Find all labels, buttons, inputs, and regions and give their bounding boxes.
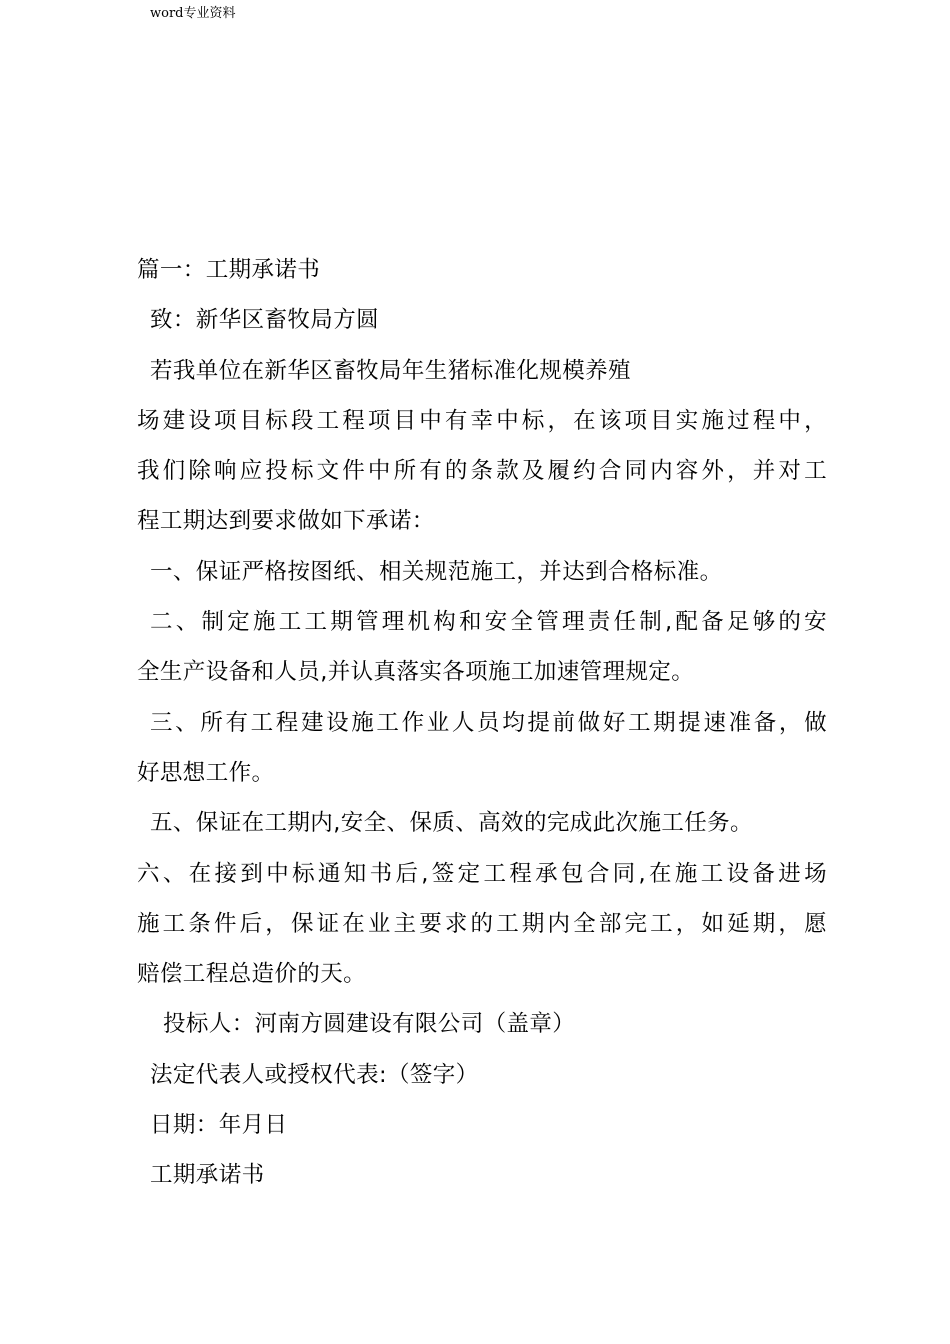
commitment-6-line-1: 六、在接到中标通知书后,签定工程承包合同,在施工设备进场 [137,860,827,887]
bidder-line: 投标人：河南方圆建设有限公司（盖章） [163,1011,576,1038]
next-section-title: 工期承诺书 [150,1162,265,1189]
addressee-line: 致：新华区畜牧局方圆 [150,307,380,334]
commitment-3-line-1: 三、所有工程建设施工作业人员均提前做好工期提速准备，做 [150,709,827,736]
document-body [137,245,827,1201]
commitment-6-line-3: 赔偿工程总造价的天。 [137,961,367,988]
header-watermark: word专业资料 [150,6,236,21]
commitment-6-line-2: 施工条件后，保证在业主要求的工期内全部完工，如延期，愿 [137,910,827,937]
commitment-3-line-2: 好思想工作。 [137,759,275,786]
intro-line-2: 场建设项目标段工程项目中有幸中标，在该项目实施过程中， [137,407,827,434]
commitment-5: 五、保证在工期内,安全、保质、高效的完成此次施工任务。 [150,810,753,837]
intro-line-1: 若我单位在新华区畜牧局年生猪标准化规模养殖 [150,357,631,384]
date-line: 日期：年月日 [150,1112,288,1139]
intro-line-3: 我们除响应投标文件中所有的条款及履约合同内容外，并对工 [137,458,827,485]
commitment-1: 一、保证严格按图纸、相关规范施工，并达到合格标准。 [150,558,723,585]
commitment-2-line-1: 二、制定施工工期管理机构和安全管理责任制,配备足够的安 [150,609,827,636]
intro-line-4: 程工期达到要求做如下承诺： [137,508,435,535]
representative-line: 法定代表人或授权代表:（签字） [150,1061,479,1088]
doc-title: 篇一：工期承诺书 [137,257,321,283]
commitment-2-line-2: 全生产设备和人员,并认真落实各项施工加速管理规定。 [137,659,695,686]
